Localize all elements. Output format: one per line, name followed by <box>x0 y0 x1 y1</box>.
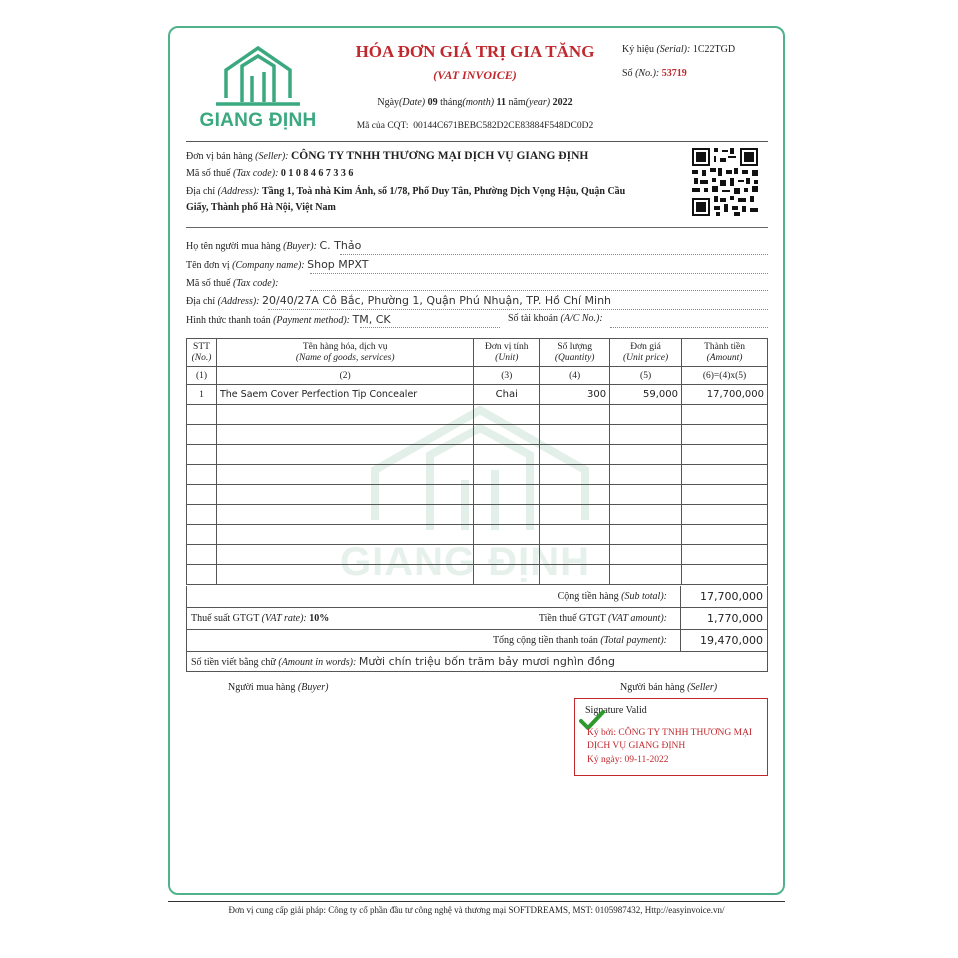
index-cell: (3) <box>474 367 540 385</box>
item-no: 1 <box>187 385 217 405</box>
table-row-empty <box>187 545 768 565</box>
vat-rate-value: 10% <box>309 613 330 624</box>
logo-text: GIANG ĐỊNH <box>199 110 317 131</box>
table-row-empty <box>187 465 768 485</box>
buyer-address: Địa chỉ (Address): 20/40/27A Cô Bắc, Phường 1, Quận Phú Nhuận, TP. Hồ Chí Minh <box>186 294 612 307</box>
seller-address-line2: Giấy, Thành phố Hà Nội, Việt Nam <box>186 202 336 213</box>
subtotal-row: Cộng tiền hàng (Sub total): 17,700,000 <box>186 586 768 608</box>
invoice-date: Ngày(Date) 09 tháng(month) 11 năm(year) 2022 <box>377 97 573 108</box>
col-price: Đơn giá (Unit price) <box>610 339 682 367</box>
subtotal-value: 17,700,000 <box>700 590 763 603</box>
table-row-empty <box>187 525 768 545</box>
col-unit: Đơn vị tính (Unit) <box>474 339 540 367</box>
buyer-name-line <box>340 254 768 255</box>
table-row-empty <box>187 505 768 525</box>
col-name: Tên hàng hóa, dịch vụ (Name of goods, services) <box>216 339 473 367</box>
table-row-empty <box>187 445 768 465</box>
table-row-empty <box>187 565 768 585</box>
table-row-empty <box>187 485 768 505</box>
table-row-empty <box>187 405 768 425</box>
index-cell: (6)=(4)x(5) <box>682 367 768 385</box>
index-cell: (2) <box>216 367 473 385</box>
items-table <box>186 338 768 585</box>
col-qty: Số lượng (Quantity) <box>540 339 610 367</box>
seller-tax-code: Mã số thuế (Tax code): 0 1 0 8 4 6 7 3 3 6 <box>186 168 354 179</box>
watermark-text: GIANG ĐỊNH <box>340 540 590 584</box>
account-number: Số tài khoản (A/C No.): <box>508 313 603 324</box>
cqt-code: Mã của CQT: 00144C671BEBC582D2CE83884F548DC0D2 <box>356 121 594 131</box>
item-amount: 17,700,000 <box>682 385 768 405</box>
qr-code-icon <box>690 146 760 218</box>
col-no: STT (No.) <box>187 339 217 367</box>
footer-provider: Đơn vị cung cấp giải pháp: Công ty cổ phần đầu tư công nghệ và thương mại SOFTDREAMS, MST: 0105987432, Http://easyinvoice.vn/ <box>228 905 725 915</box>
signed-date: Ký ngày: 09-11-2022 <box>587 755 669 765</box>
invoice-title: HÓA ĐƠN GIÁ TRỊ GIA TĂNG <box>355 42 595 61</box>
table-row-empty <box>187 425 768 445</box>
vat-row: Thuế suất GTGT (VAT rate): 10% Tiền thuế GTGT (VAT amount): 1,770,000 <box>186 608 768 630</box>
buyer-signature-label: Người mua hàng (Buyer) <box>228 682 329 693</box>
item-price: 59,000 <box>610 385 682 405</box>
seller-name: Đơn vị bán hàng (Seller): CÔNG TY TNHH THƯƠNG MẠI DỊCH VỤ GIANG ĐỊNH <box>186 150 589 162</box>
buyer-address-line <box>268 309 768 310</box>
total-row: Tổng cộng tiền thanh toán (Total payment): 19,470,000 <box>186 630 768 652</box>
digital-signature-box <box>574 698 768 776</box>
buyer-tax-code: Mã số thuế (Tax code): <box>186 278 279 289</box>
invoice-number: Số (No.): 53719 <box>622 68 687 79</box>
seller-signature-label: Người bán hàng (Seller) <box>620 682 718 693</box>
signed-by: Ký bởi: CÔNG TY TNHH THƯƠNG MẠI DỊCH VỤ GIANG ĐỊNH <box>587 728 753 751</box>
account-line <box>610 327 768 328</box>
payment-method: Hình thức thanh toán (Payment method): TM, CK <box>186 313 391 326</box>
footer-divider <box>168 901 785 902</box>
signature-valid: Signature Valid <box>585 705 647 716</box>
index-cell: (4) <box>540 367 610 385</box>
buyer-company-line <box>310 273 768 274</box>
amount-in-words-row: Số tiền viết bằng chữ (Amount in words): Mười chín triệu bốn trăm bảy mươi nghìn đồng <box>186 652 768 672</box>
item-unit: Chai <box>474 385 540 405</box>
seller-divider <box>186 227 768 228</box>
table-index-row <box>187 367 768 385</box>
total-value: 19,470,000 <box>700 634 763 647</box>
item-qty: 300 <box>540 385 610 405</box>
index-cell: (1) <box>187 367 217 385</box>
serial-number: Ký hiệu (Serial): 1C22TGD <box>622 44 736 55</box>
header-divider <box>186 141 768 142</box>
payment-line <box>360 327 500 328</box>
col-amount: Thành tiền (Amount) <box>682 339 768 367</box>
company-logo <box>196 40 320 136</box>
item-name: The Saem Cover Perfection Tip Concealer <box>216 385 473 405</box>
amount-in-words: Mười chín triệu bốn trăm bảy mươi nghìn đồng <box>358 655 616 668</box>
table-header <box>187 339 768 367</box>
invoice-subtitle: (VAT INVOICE) <box>433 68 517 82</box>
buyer-company: Tên đơn vị (Company name): Shop MPXT <box>186 258 369 271</box>
index-cell: (5) <box>610 367 682 385</box>
buyer-tax-line <box>310 290 768 291</box>
seller-address: Địa chỉ (Address): Tầng 1, Toà nhà Kim Ánh, số 1/78, Phố Duy Tân, Phường Dịch Vọng Hậu, Quận Cầu <box>186 186 626 197</box>
buyer-name: Họ tên người mua hàng (Buyer): C. Thảo <box>186 239 362 252</box>
table-row <box>187 385 768 405</box>
house-outline-icon <box>196 40 320 110</box>
vat-amount-value: 1,770,000 <box>707 612 763 625</box>
